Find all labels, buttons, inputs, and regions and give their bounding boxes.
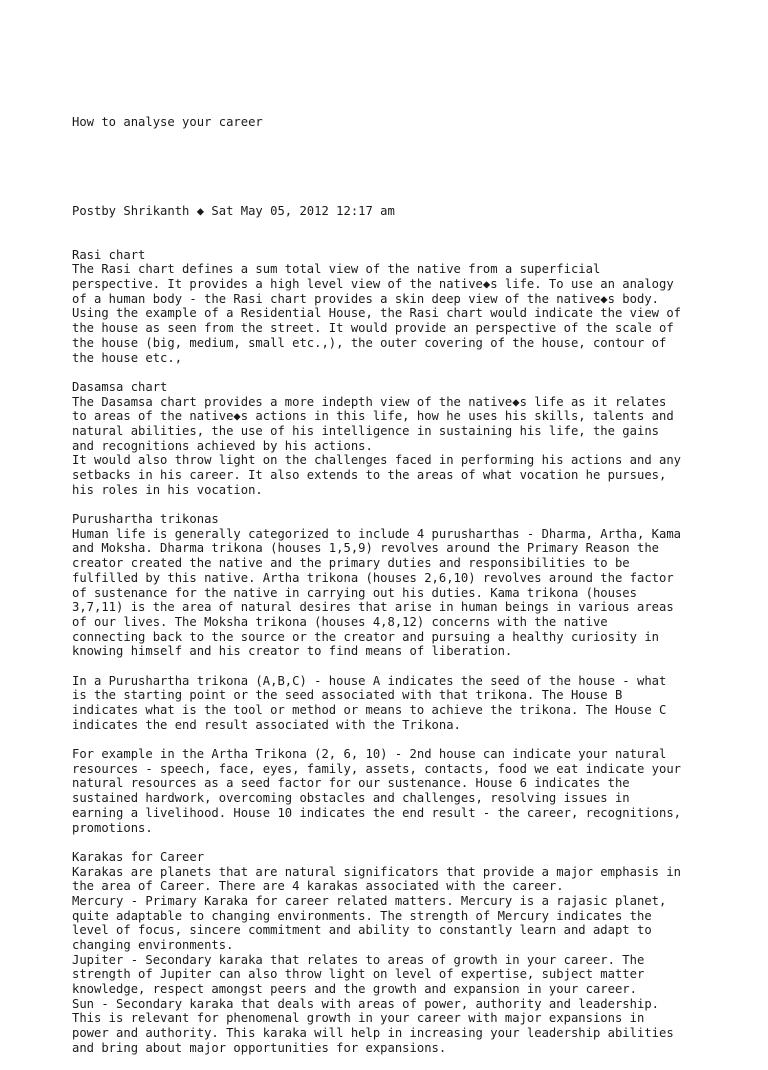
section: [72, 497, 712, 659]
text-line: of sustenance for the native in carrying out his duties. Kama trikona (houses: [72, 585, 637, 600]
text-line: connecting back to the source or the creator and pursuing a healthy curiosity in: [72, 629, 659, 644]
text-line: strength of Jupiter can also throw light on level of expertise, subject matter: [72, 967, 645, 982]
spacer: [72, 497, 712, 512]
section: [72, 835, 712, 1055]
section: [72, 365, 712, 497]
text-line: the area of Career. There are 4 karakas associated with the career.: [72, 879, 564, 894]
text-line: changing environments.: [72, 938, 234, 952]
text-line: For example in the Artha Trikona (2, 6, 10) - 2nd house can indicate your natural: [72, 747, 667, 762]
text-line: knowledge, respect amongst peers and the growth and expansion in your career.: [72, 982, 637, 997]
text-line: and bring about major opportunities for expansions.: [72, 1040, 447, 1055]
text-line: earning a livelihood. House 10 indicates the end result - the career, recognitions,: [72, 805, 682, 820]
text-line: to areas of the native◆s actions in this life, how he uses his skills, talents and: [72, 409, 674, 424]
text-line: and recognitions achieved by his actions.: [72, 438, 373, 453]
text-line: perspective. It provides a high level view of the native◆s life. To use an analogy: [72, 277, 674, 292]
text-line: the house (big, medium, small etc.,), the outer covering of the house, contour of: [72, 335, 667, 350]
text-line: Sun - Secondary karaka that deals with areas of power, authority and leadership.: [72, 996, 659, 1011]
text-line: Human life is generally categorized to include 4 purusharthas - Dharma, Artha, Kama: [72, 526, 682, 541]
text-line: promotions.: [72, 820, 153, 835]
text-line: 3,7,11) is the area of natural desires that arise in human beings in various areas: [72, 600, 674, 615]
text-line: fulfilled by this native. Artha trikona (houses 2,6,10) revolves around the factor: [72, 570, 674, 585]
text-line: It would also throw light on the challenges faced in performing his actions and any: [72, 453, 682, 468]
text-line: natural resources as a seed factor for our sustenance. House 6 indicates the: [72, 776, 630, 791]
text-line: level of focus, sincere commitment and ability to constantly learn and adapt to: [72, 923, 652, 938]
text-line: The Rasi chart defines a sum total view of the native from a superficial: [72, 262, 601, 277]
text-line: power and authority. This karaka will help in increasing your leadership abilities: [72, 1026, 674, 1041]
post-byline: Postby Shrikanth ◆ Sat May 05, 2012 12:17 am: [72, 203, 395, 218]
text-line: his roles in his vocation.: [72, 482, 263, 497]
text-line: setbacks in his career. It also extends to the areas of what vocation he pursues,: [72, 468, 667, 482]
spacer: [72, 732, 712, 747]
section-heading: Dasamsa chart: [72, 379, 168, 394]
document-body: [72, 248, 712, 1056]
text-line: Karakas are planets that are natural significators that provide a major emphasis in: [72, 864, 682, 879]
section-heading: Karakas for Career: [72, 849, 205, 864]
text-line: of our lives. The Moksha trikona (houses 4,8,12) concerns with the native: [72, 614, 608, 629]
text-line: resources - speech, face, eyes, family, assets, contacts, food we eat indicate your: [72, 761, 682, 776]
spacer: [72, 365, 712, 380]
section: [72, 732, 712, 835]
text-line: indicates what is the tool or method or means to achieve the trikona. The House C: [72, 703, 667, 717]
document-title: How to analyse your career: [72, 115, 263, 130]
section-heading: Rasi chart: [72, 247, 146, 262]
text-line: creator created the native and the primary duties and responsibilities to be: [72, 556, 630, 571]
text-line: the house as seen from the street. It would provide an perspective of the scale of: [72, 321, 674, 336]
document-page: [72, 86, 712, 1070]
text-line: Jupiter - Secondary karaka that relates to areas of growth in your career. The: [72, 952, 645, 967]
text-line: Using the example of a Residential House, the Rasi chart would indicate the view of: [72, 306, 682, 321]
section-heading: Purushartha trikonas: [72, 512, 219, 527]
spacer: [72, 659, 712, 674]
spacer: [72, 835, 712, 850]
text-line: natural abilities, the use of his intelligence in sustaining his life, the gains: [72, 423, 659, 438]
section: [72, 248, 712, 366]
text-line: and Moksha. Dharma trikona (houses 1,5,9) revolves around the Primary Reason the: [72, 541, 659, 556]
spacer: [72, 160, 712, 175]
text-line: knowing himself and his creator to find means of liberation.: [72, 644, 513, 659]
text-line: The Dasamsa chart provides a more indepth view of the native◆s life as it relates: [72, 394, 667, 409]
text-line: quite adaptable to changing environments. The strength of Mercury indicates the: [72, 908, 652, 923]
text-line: Mercury - Primary Karaka for career related matters. Mercury is a rajasic planet,: [72, 893, 667, 908]
text-line: of a human body - the Rasi chart provides a skin deep view of the native◆s body.: [72, 291, 659, 306]
text-line: is the starting point or the seed associated with that trikona. The House B: [72, 688, 623, 703]
text-line: This is relevant for phenomenal growth in your career with major expansions in: [72, 1011, 645, 1026]
text-line: indicates the end result associated with the Trikona.: [72, 717, 461, 732]
text-line: the house etc.,: [72, 350, 183, 365]
text-line: In a Purushartha trikona (A,B,C) - house A indicates the seed of the house - what: [72, 673, 667, 688]
section: [72, 659, 712, 732]
text-line: sustained hardwork, overcoming obstacles and challenges, resolving issues in: [72, 791, 630, 806]
